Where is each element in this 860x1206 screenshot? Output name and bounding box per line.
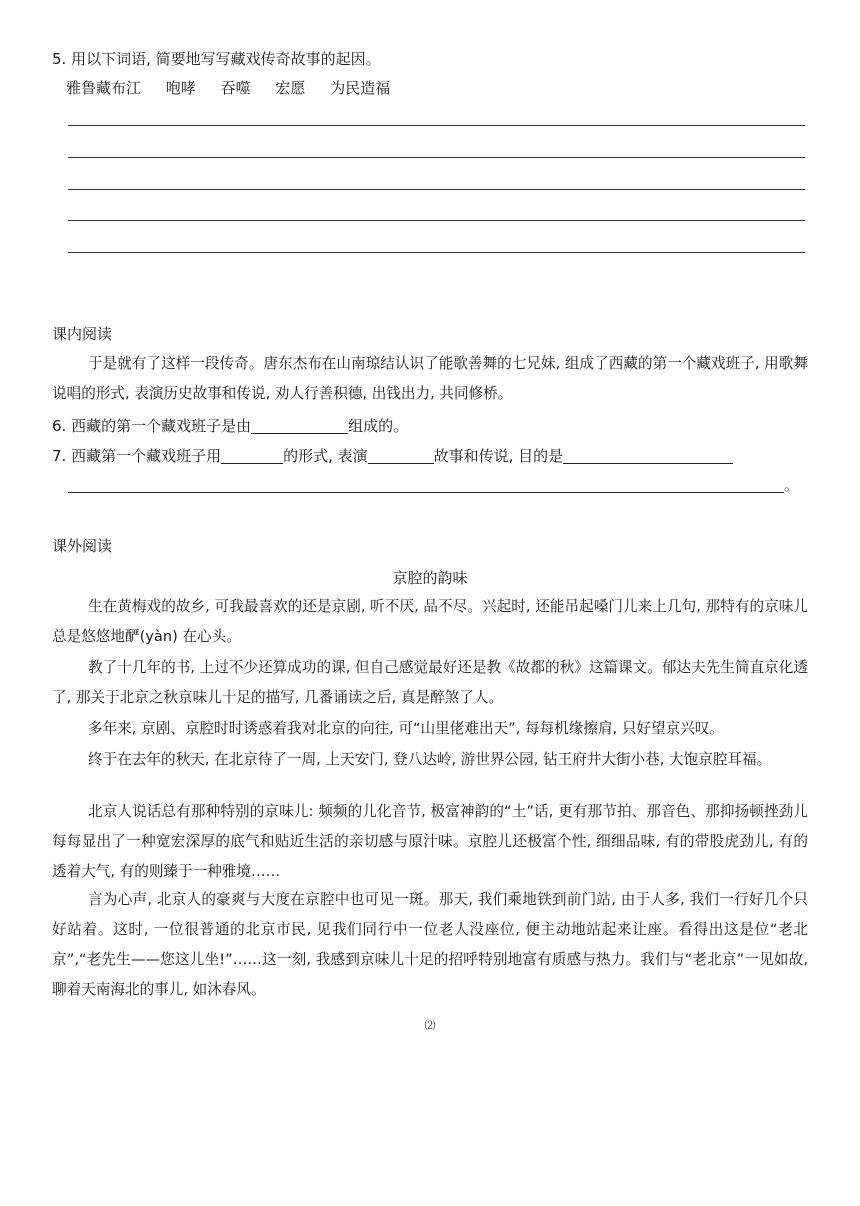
article-paragraph: 言为心声, 北京人的豪爽与大度在京腔中也可见一斑。那天, 我们乘地铁到前门站, 由于人多, 我们一行好几个只好站着。这时, 一位很普通的北京市民, 见我们同行中一位老人没座位, 便主动地站起来让座。看得出这是位“老北京”,“老先生——您这儿坐!”……这一刻, 我感到京味儿十足的招呼特别地富有质感与热力。我们与“老北京”一见如故, 聊着天南海北的事儿, 如沐春风。 xyxy=(52,891,808,998)
word-item: 为民造福 xyxy=(330,79,391,97)
word-item: 咆哮 xyxy=(165,79,196,97)
question-6-suffix: 组成的。 xyxy=(348,417,409,435)
article-paragraph: 教了十几年的书, 上过不少还算成功的课, 但自己感觉最好还是教《故都的秋》这篇课文。郁达夫先生简直京化透了, 那关于北京之秋京味儿十足的描写, 几番诵读之后, 真是醉煞了人。 xyxy=(52,659,808,706)
in-class-reading-heading: 课内阅读 xyxy=(52,325,113,343)
question-7-end: 。 xyxy=(784,476,800,494)
question-6 xyxy=(52,416,408,436)
in-class-passage: 于是就有了这样一段传奇。唐东杰布在山南琼结认识了能歌善舞的七兄妹, 组成了西藏的第一个藏戏班子, 用歌舞说唱的形式, 表演历史故事和传说, 劝人行善积德, 出钱出力, 共同修桥。 xyxy=(52,355,808,402)
question-7-part-a: 7. 西藏第一个藏戏班子用 xyxy=(52,447,222,465)
answer-line[interactable] xyxy=(68,125,805,126)
article-paragraph: 终于在去年的秋天, 在北京待了一周, 上天安门, 登八达岭, 游世界公园, 钻王府井大街小巷, 大饱京腔耳福。 xyxy=(88,751,772,768)
question-6-prefix: 6. 西藏的第一个藏戏班子是由 xyxy=(52,417,252,435)
answer-line[interactable] xyxy=(68,157,805,158)
word-item: 宏愿 xyxy=(275,79,306,97)
question-7-blank-content[interactable] xyxy=(368,447,434,464)
answer-line[interactable] xyxy=(68,252,805,253)
word-item: 雅鲁藏布江 xyxy=(66,79,142,97)
page-number: ⑵ xyxy=(424,1019,436,1032)
question-7-continuation xyxy=(68,475,799,495)
question-7-blank-purpose-line2[interactable] xyxy=(68,476,784,493)
word-item: 吞噬 xyxy=(220,79,251,97)
question-5-word-list xyxy=(66,78,410,98)
question-7-blank-form[interactable] xyxy=(221,447,283,464)
question-5-prompt: 5. 用以下词语, 简要地写写藏戏传奇故事的起因。 xyxy=(52,50,381,68)
question-7-part-b: 的形式, 表演 xyxy=(283,447,368,465)
article-paragraph: 多年来, 京剧、京腔时时诱惑着我对北京的向往, 可“山里佬难出天”, 每每机缘擦肩, 只好望京兴叹。 xyxy=(88,720,724,737)
question-7-part-c: 故事和传说, 目的是 xyxy=(433,447,564,465)
question-7 xyxy=(52,446,733,466)
question-6-blank[interactable] xyxy=(251,417,348,434)
article-paragraph: 生在黄梅戏的故乡, 可我最喜欢的还是京剧, 听不厌, 品不尽。兴起时, 还能吊起嗓门儿来上几句, 那特有的京味儿总是悠悠地酽(yàn) 在心头。 xyxy=(52,598,808,645)
article-paragraph: 北京人说话总有那种特别的京味儿: 频频的儿化音节, 极富神韵的“土”话, 更有那节拍、那音色、那抑扬顿挫劲儿每每显出了一种宽宏深厚的底气和贴近生活的亲切感与原汁味。京腔儿还极富个性, 细细品味, 有的带股虎劲儿, 有的透着大气, 有的则臻于一种雅境…… xyxy=(52,803,808,880)
answer-line[interactable] xyxy=(68,189,805,190)
out-class-reading-heading: 课外阅读 xyxy=(52,537,113,555)
article-title: 京腔的韵味 xyxy=(392,569,468,587)
question-7-blank-purpose[interactable] xyxy=(563,447,733,464)
answer-line[interactable] xyxy=(68,220,805,221)
